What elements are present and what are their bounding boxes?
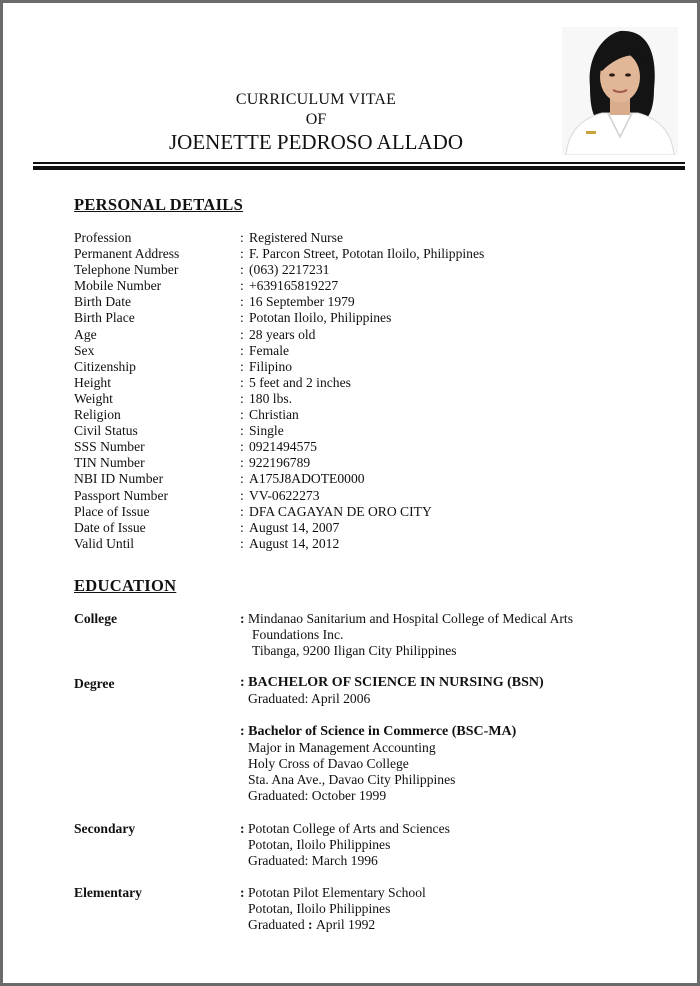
personal-detail-label: Place of Issue [74, 503, 150, 519]
secondary-line-3: Graduated: March 1996 [248, 853, 378, 868]
personal-detail-value: Registered Nurse [249, 230, 343, 245]
college-line-3: Tibanga, 9200 Iligan City Philippines [252, 643, 457, 658]
personal-detail-label: Valid Until [74, 535, 135, 551]
college-line-1: : Mindanao Sanitarium and Hospital College of Medical Arts [240, 611, 573, 626]
personal-detail-label: SSS Number [74, 439, 145, 455]
personal-detail-label: Weight [74, 390, 113, 406]
personal-detail-value: Single [249, 423, 284, 439]
personal-detail-colon: : [240, 246, 244, 262]
elementary-line-1: : Pototan Pilot Elementary School [240, 885, 426, 900]
college-line-2: Foundations Inc. [252, 627, 344, 642]
personal-detail-colon: : [240, 439, 244, 455]
personal-detail-value: A175J8ADOTE0000 [249, 471, 365, 487]
personal-detail-label: Civil Status [74, 423, 138, 439]
college-label: College [74, 611, 118, 626]
personal-detail-colon: : [240, 278, 244, 294]
secondary-label: Secondary [74, 821, 136, 836]
degree-commerce-graduated: Graduated: October 1999 [248, 788, 387, 803]
personal-detail-label: TIN Number [74, 455, 145, 471]
personal-detail-value: Pototan Iloilo, Philippines [249, 310, 392, 326]
applicant-photo [562, 27, 678, 155]
personal-detail-value: F. Parcon Street, Pototan Iloilo, Philippines [249, 246, 485, 262]
personal-detail-colon: : [240, 294, 244, 310]
degree-commerce-school: Holy Cross of Davao College [248, 756, 409, 771]
degree-nursing-title: : BACHELOR OF SCIENCE IN NURSING (BSN) [240, 675, 544, 690]
personal-details-heading: PERSONAL DETAILS [74, 195, 244, 214]
degree-commerce-title: : Bachelor of Science in Commerce (BSC-MA) [240, 724, 517, 739]
personal-detail-label: Profession [74, 230, 132, 245]
personal-detail-value: 16 September 1979 [249, 294, 355, 310]
personal-detail-value: +639165819227 [249, 278, 339, 294]
secondary-details [240, 821, 450, 869]
personal-detail-colon: : [240, 519, 244, 535]
applicant-name: JOENETTE PEDROSO ALLADO [169, 130, 463, 154]
personal-detail-value: 0921494575 [249, 439, 317, 455]
personal-detail-value: August 14, 2007 [249, 519, 340, 535]
personal-detail-colon: : [240, 471, 244, 487]
personal-detail-label: Citizenship [74, 358, 136, 374]
header-divider-thick [33, 166, 685, 170]
degree-commerce [240, 724, 516, 804]
personal-detail-value: 5 feet and 2 inches [249, 374, 351, 390]
personal-detail-value: Filipino [249, 358, 293, 374]
personal-detail-label: Age [74, 326, 97, 342]
personal-detail-label: Birth Place [74, 310, 135, 326]
college-details [240, 611, 573, 659]
personal-detail-label: Telephone Number [74, 262, 179, 278]
personal-detail-colon: : [240, 407, 244, 423]
personal-detail-colon: : [240, 423, 244, 439]
personal-detail-label: NBI ID Number [74, 471, 164, 487]
personal-detail-colon: : [240, 503, 244, 519]
personal-detail-colon: : [240, 487, 244, 503]
personal-detail-value: Female [249, 342, 290, 358]
degree-commerce-address: Sta. Ana Ave., Davao City Philippines [248, 772, 456, 787]
personal-detail-colon: : [240, 326, 244, 342]
title-of: OF [305, 111, 327, 128]
personal-detail-label: Permanent Address [74, 246, 180, 262]
personal-detail-label: Birth Date [74, 294, 132, 310]
personal-detail-label: Mobile Number [74, 278, 162, 294]
personal-detail-colon: : [240, 374, 244, 390]
secondary-line-1: : Pototan College of Arts and Sciences [240, 821, 450, 836]
personal-detail-value: VV-0622273 [249, 487, 320, 503]
elementary-details [240, 885, 426, 933]
personal-detail-value: 180 lbs. [249, 390, 293, 406]
elementary-line-2: Pototan, Iloilo Philippines [248, 901, 391, 916]
personal-detail-value: 28 years old [249, 326, 316, 342]
personal-detail-colon: : [240, 310, 244, 326]
degree-commerce-major: Major in Management Accounting [248, 740, 436, 755]
personal-detail-value: Christian [249, 407, 299, 423]
personal-detail-colon: : [240, 390, 244, 406]
header-divider-thin [33, 162, 685, 164]
personal-detail-label: Passport Number [74, 487, 169, 503]
personal-detail-colon: : [240, 358, 244, 374]
personal-detail-colon: : [240, 262, 244, 278]
degree-nursing-graduated: Graduated: April 2006 [248, 691, 371, 706]
cv-page [3, 3, 697, 983]
personal-detail-label: Date of Issue [74, 519, 146, 535]
personal-detail-value: (063) 2217231 [249, 262, 330, 278]
personal-detail-colon: : [240, 535, 244, 551]
education-heading: EDUCATION [74, 576, 177, 595]
personal-detail-label: Sex [74, 342, 95, 358]
degree-label: Degree [74, 676, 115, 691]
personal-detail-value: 922196789 [249, 455, 311, 471]
personal-detail-value: DFA CAGAYAN DE ORO CITY [249, 503, 432, 519]
document-title: CURRICULUM VITAE [235, 91, 397, 108]
degree-nursing [240, 675, 544, 707]
personal-detail-label: Height [74, 374, 111, 390]
personal-detail-colon: : [240, 455, 244, 471]
personal-detail-label: Religion [74, 407, 121, 423]
personal-detail-value: August 14, 2012 [249, 535, 340, 551]
personal-detail-colon: : [240, 342, 244, 358]
elementary-line-3: Graduated : April 1992 [248, 917, 376, 932]
secondary-line-2: Pototan, Iloilo Philippines [248, 837, 391, 852]
elementary-label: Elementary [74, 885, 142, 900]
personal-detail-colon: : [240, 230, 244, 245]
